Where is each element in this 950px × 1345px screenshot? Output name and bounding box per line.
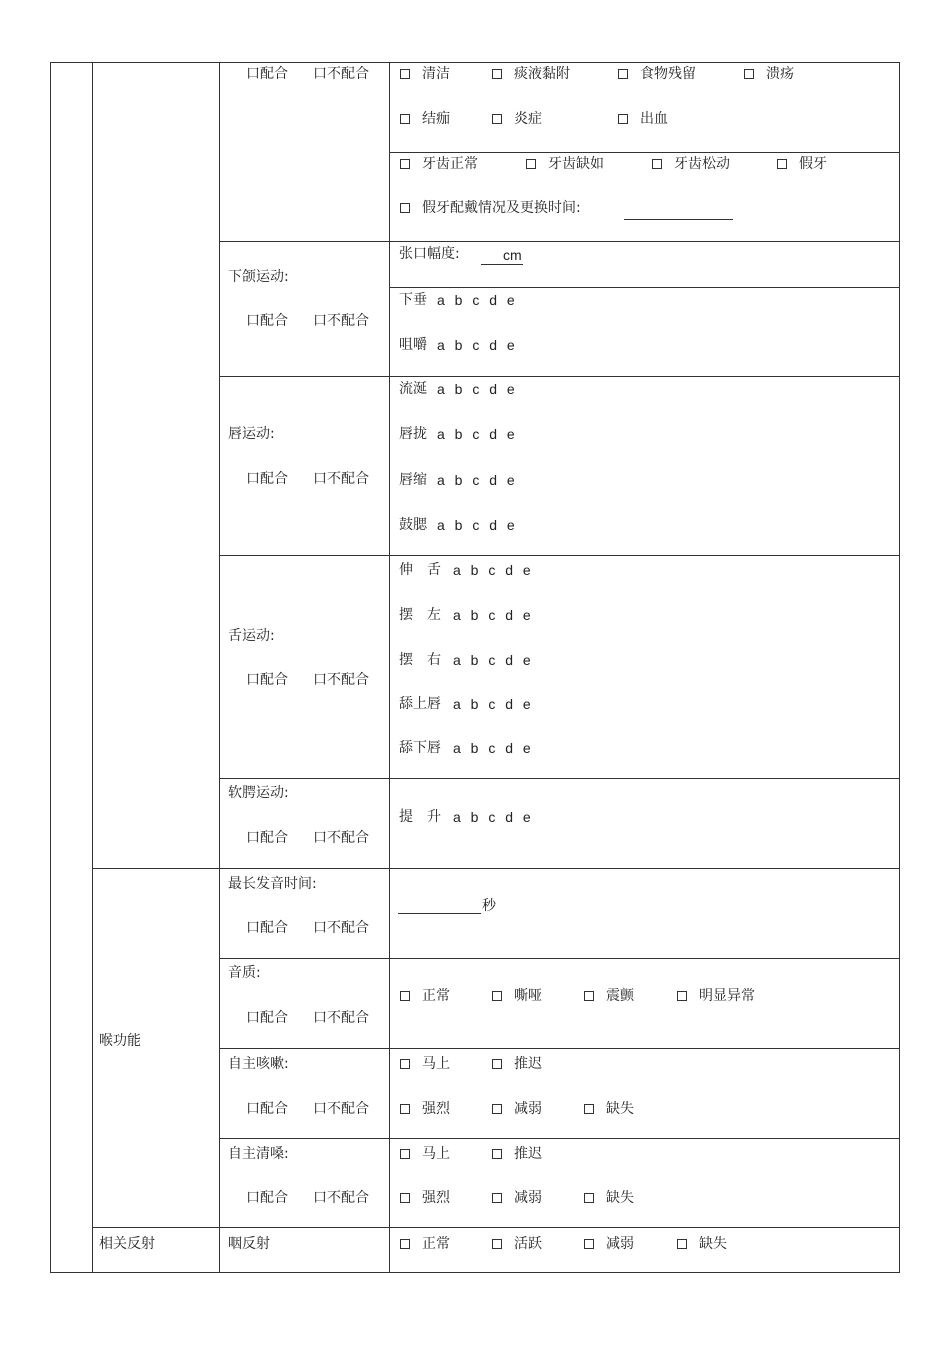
checkbox-icon bbox=[492, 1239, 502, 1249]
tongue-item-scale[interactable]: a b c d e bbox=[453, 740, 534, 756]
voice-quality-label: 音质: bbox=[228, 965, 261, 981]
lip-item-scale[interactable]: a b c d e bbox=[437, 381, 518, 397]
checkbox-teeth-missing[interactable]: 牙齿缺如 bbox=[526, 156, 604, 172]
cooperate-option[interactable]: 口配合 bbox=[246, 1101, 288, 1117]
tongue-item-name: 舔下唇 bbox=[399, 740, 441, 756]
not-cooperate-option[interactable]: 口不配合 bbox=[313, 313, 369, 329]
checkbox-icon bbox=[400, 991, 410, 1001]
checkbox-icon bbox=[744, 69, 754, 79]
checkbox-icon bbox=[492, 69, 502, 79]
checkbox-bleeding[interactable]: 出血 bbox=[618, 111, 668, 127]
reflex-section-title: 相关反射 bbox=[99, 1236, 155, 1252]
checkbox-denture[interactable]: 假牙 bbox=[777, 156, 827, 172]
checkbox-scab[interactable]: 结痂 bbox=[400, 111, 450, 127]
lip-item-name: 唇拢 bbox=[399, 426, 427, 442]
tongue-item-scale[interactable]: a b c d e bbox=[453, 652, 534, 668]
row-divider bbox=[219, 555, 900, 556]
checkbox-icon bbox=[492, 1104, 502, 1114]
mpt-label: 最长发音时间: bbox=[228, 876, 317, 892]
tongue-item-name: 伸 舌 bbox=[399, 562, 441, 578]
checkbox-icon bbox=[652, 159, 662, 169]
tongue-item-name: 摆 右 bbox=[399, 652, 441, 668]
column-divider-1 bbox=[92, 62, 93, 1273]
cough-label: 自主咳嗽: bbox=[228, 1056, 289, 1072]
denture-time-blank[interactable] bbox=[624, 219, 733, 220]
checkbox-icon bbox=[618, 69, 628, 79]
checkbox-voice-tremor[interactable]: 震颤 bbox=[584, 988, 634, 1004]
checkbox-voice-normal[interactable]: 正常 bbox=[400, 988, 450, 1004]
checkbox-icon bbox=[492, 1059, 502, 1069]
mouth-opening-blank[interactable] bbox=[481, 264, 523, 265]
lip-item-name: 流涎 bbox=[399, 381, 427, 397]
checkbox-icon bbox=[400, 1239, 410, 1249]
checkbox-icon bbox=[777, 159, 787, 169]
table-border-bottom bbox=[50, 1272, 900, 1273]
row-divider bbox=[219, 376, 900, 377]
checkbox-icon bbox=[618, 114, 628, 124]
jaw-item-name: 咀嚼 bbox=[399, 337, 427, 353]
tongue-item-scale[interactable]: a b c d e bbox=[453, 607, 534, 623]
mpt-unit: 秒 bbox=[482, 898, 496, 914]
cooperate-option[interactable]: 口配合 bbox=[246, 672, 288, 688]
checkbox-teeth-normal[interactable]: 牙齿正常 bbox=[400, 156, 478, 172]
row-divider bbox=[219, 241, 900, 242]
row-divider bbox=[219, 1048, 900, 1049]
checkbox-cough-absent[interactable]: 缺失 bbox=[584, 1101, 634, 1117]
row-divider bbox=[219, 778, 900, 779]
checkbox-icon bbox=[400, 1104, 410, 1114]
checkbox-clear-absent[interactable]: 缺失 bbox=[584, 1190, 634, 1206]
checkbox-clear-immediate[interactable]: 马上 bbox=[400, 1146, 450, 1162]
checkbox-reflex-weak[interactable]: 减弱 bbox=[584, 1236, 634, 1252]
checkbox-cough-strong[interactable]: 强烈 bbox=[400, 1101, 450, 1117]
not-cooperate-option[interactable]: 口不配合 bbox=[313, 66, 369, 82]
jaw-item-name: 下垂 bbox=[399, 292, 427, 308]
cooperate-option[interactable]: 口配合 bbox=[246, 471, 288, 487]
checkbox-icon bbox=[677, 1239, 687, 1249]
gag-reflex-label: 咽反射 bbox=[228, 1236, 270, 1252]
row-divider bbox=[219, 958, 900, 959]
not-cooperate-option[interactable]: 口不配合 bbox=[313, 1010, 369, 1026]
column-divider-3 bbox=[389, 62, 390, 1273]
checkbox-icon bbox=[492, 1149, 502, 1159]
checkbox-icon bbox=[584, 1104, 594, 1114]
cooperate-option[interactable]: 口配合 bbox=[246, 830, 288, 846]
checkbox-icon bbox=[400, 69, 410, 79]
not-cooperate-option[interactable]: 口不配合 bbox=[313, 920, 369, 936]
mouth-opening-label: 张口幅度: bbox=[399, 246, 460, 262]
jaw-item-scale[interactable]: a b c d e bbox=[437, 337, 518, 353]
not-cooperate-option[interactable]: 口不配合 bbox=[313, 672, 369, 688]
jaw-item-scale[interactable]: a b c d e bbox=[437, 292, 518, 308]
checkbox-icon bbox=[400, 114, 410, 124]
checkbox-voice-abnormal[interactable]: 明显异常 bbox=[677, 988, 755, 1004]
checkbox-clean[interactable]: 清洁 bbox=[400, 66, 450, 82]
checkbox-voice-hoarse[interactable]: 嘶哑 bbox=[492, 988, 542, 1004]
palate-item-name: 提 升 bbox=[399, 809, 441, 825]
checkbox-cough-weak[interactable]: 减弱 bbox=[492, 1101, 542, 1117]
checkbox-inflammation[interactable]: 炎症 bbox=[492, 111, 542, 127]
checkbox-cough-delayed[interactable]: 推迟 bbox=[492, 1056, 542, 1072]
checkbox-icon bbox=[492, 991, 502, 1001]
palate-item-scale[interactable]: a b c d e bbox=[453, 809, 534, 825]
table-border-right bbox=[899, 62, 900, 1273]
row-divider bbox=[389, 152, 900, 153]
throat-clear-label: 自主清嗓: bbox=[228, 1146, 289, 1162]
mouth-opening-unit: cm bbox=[503, 247, 522, 263]
cooperate-option[interactable]: 口配合 bbox=[246, 66, 288, 82]
checkbox-icon bbox=[492, 1193, 502, 1203]
checkbox-reflex-active[interactable]: 活跃 bbox=[492, 1236, 542, 1252]
checkbox-icon bbox=[492, 114, 502, 124]
palate-movement-label: 软腭运动: bbox=[228, 785, 289, 801]
not-cooperate-option[interactable]: 口不配合 bbox=[313, 1101, 369, 1117]
checkbox-icon bbox=[400, 1059, 410, 1069]
checkbox-food-residue[interactable]: 食物残留 bbox=[618, 66, 696, 82]
row-divider bbox=[92, 1227, 900, 1228]
tongue-item-scale[interactable]: a b c d e bbox=[453, 562, 534, 578]
lip-item-scale[interactable]: a b c d e bbox=[437, 426, 518, 442]
table-border-left bbox=[50, 62, 51, 1273]
cooperate-option[interactable]: 口配合 bbox=[246, 920, 288, 936]
checkbox-reflex-absent[interactable]: 缺失 bbox=[677, 1236, 727, 1252]
row-divider bbox=[389, 287, 900, 288]
checkbox-icon bbox=[400, 1193, 410, 1203]
checkbox-ulcer[interactable]: 溃疡 bbox=[744, 66, 794, 82]
lip-item-name: 鼓腮 bbox=[399, 517, 427, 533]
checkbox-icon bbox=[400, 1149, 410, 1159]
not-cooperate-option[interactable]: 口不配合 bbox=[313, 1190, 369, 1206]
checkbox-icon bbox=[400, 159, 410, 169]
checkbox-icon bbox=[677, 991, 687, 1001]
column-divider-2 bbox=[219, 62, 220, 1273]
mpt-blank[interactable] bbox=[398, 913, 481, 914]
cooperate-option[interactable]: 口配合 bbox=[246, 313, 288, 329]
checkbox-icon bbox=[584, 1239, 594, 1249]
lip-item-scale[interactable]: a b c d e bbox=[437, 517, 518, 533]
tongue-item-name: 摆 左 bbox=[399, 607, 441, 623]
checkbox-clear-weak[interactable]: 减弱 bbox=[492, 1190, 542, 1206]
checkbox-clear-delayed[interactable]: 推迟 bbox=[492, 1146, 542, 1162]
checkbox-teeth-loose[interactable]: 牙齿松动 bbox=[652, 156, 730, 172]
row-divider bbox=[219, 1138, 900, 1139]
cooperate-option[interactable]: 口配合 bbox=[246, 1010, 288, 1026]
checkbox-denture-info[interactable]: 假牙配戴情况及更换时间: bbox=[400, 200, 581, 216]
checkbox-reflex-normal[interactable]: 正常 bbox=[400, 1236, 450, 1252]
checkbox-clear-strong[interactable]: 强烈 bbox=[400, 1190, 450, 1206]
cooperate-option[interactable]: 口配合 bbox=[246, 1190, 288, 1206]
lip-item-name: 唇缩 bbox=[399, 472, 427, 488]
checkbox-sputum[interactable]: 痰液黏附 bbox=[492, 66, 570, 82]
checkbox-cough-immediate[interactable]: 马上 bbox=[400, 1056, 450, 1072]
row-divider bbox=[92, 868, 900, 869]
checkbox-icon bbox=[400, 203, 410, 213]
tongue-item-name: 舔上唇 bbox=[399, 696, 441, 712]
larynx-section-title: 喉功能 bbox=[99, 1033, 141, 1049]
checkbox-icon bbox=[526, 159, 536, 169]
jaw-movement-label: 下颌运动: bbox=[228, 269, 289, 285]
table-border-top bbox=[50, 62, 900, 63]
not-cooperate-option[interactable]: 口不配合 bbox=[313, 471, 369, 487]
checkbox-icon bbox=[584, 1193, 594, 1203]
not-cooperate-option[interactable]: 口不配合 bbox=[313, 830, 369, 846]
checkbox-icon bbox=[584, 991, 594, 1001]
lip-item-scale[interactable]: a b c d e bbox=[437, 472, 518, 488]
lip-movement-label: 唇运动: bbox=[228, 426, 275, 442]
tongue-item-scale[interactable]: a b c d e bbox=[453, 696, 534, 712]
tongue-movement-label: 舌运动: bbox=[228, 628, 275, 644]
